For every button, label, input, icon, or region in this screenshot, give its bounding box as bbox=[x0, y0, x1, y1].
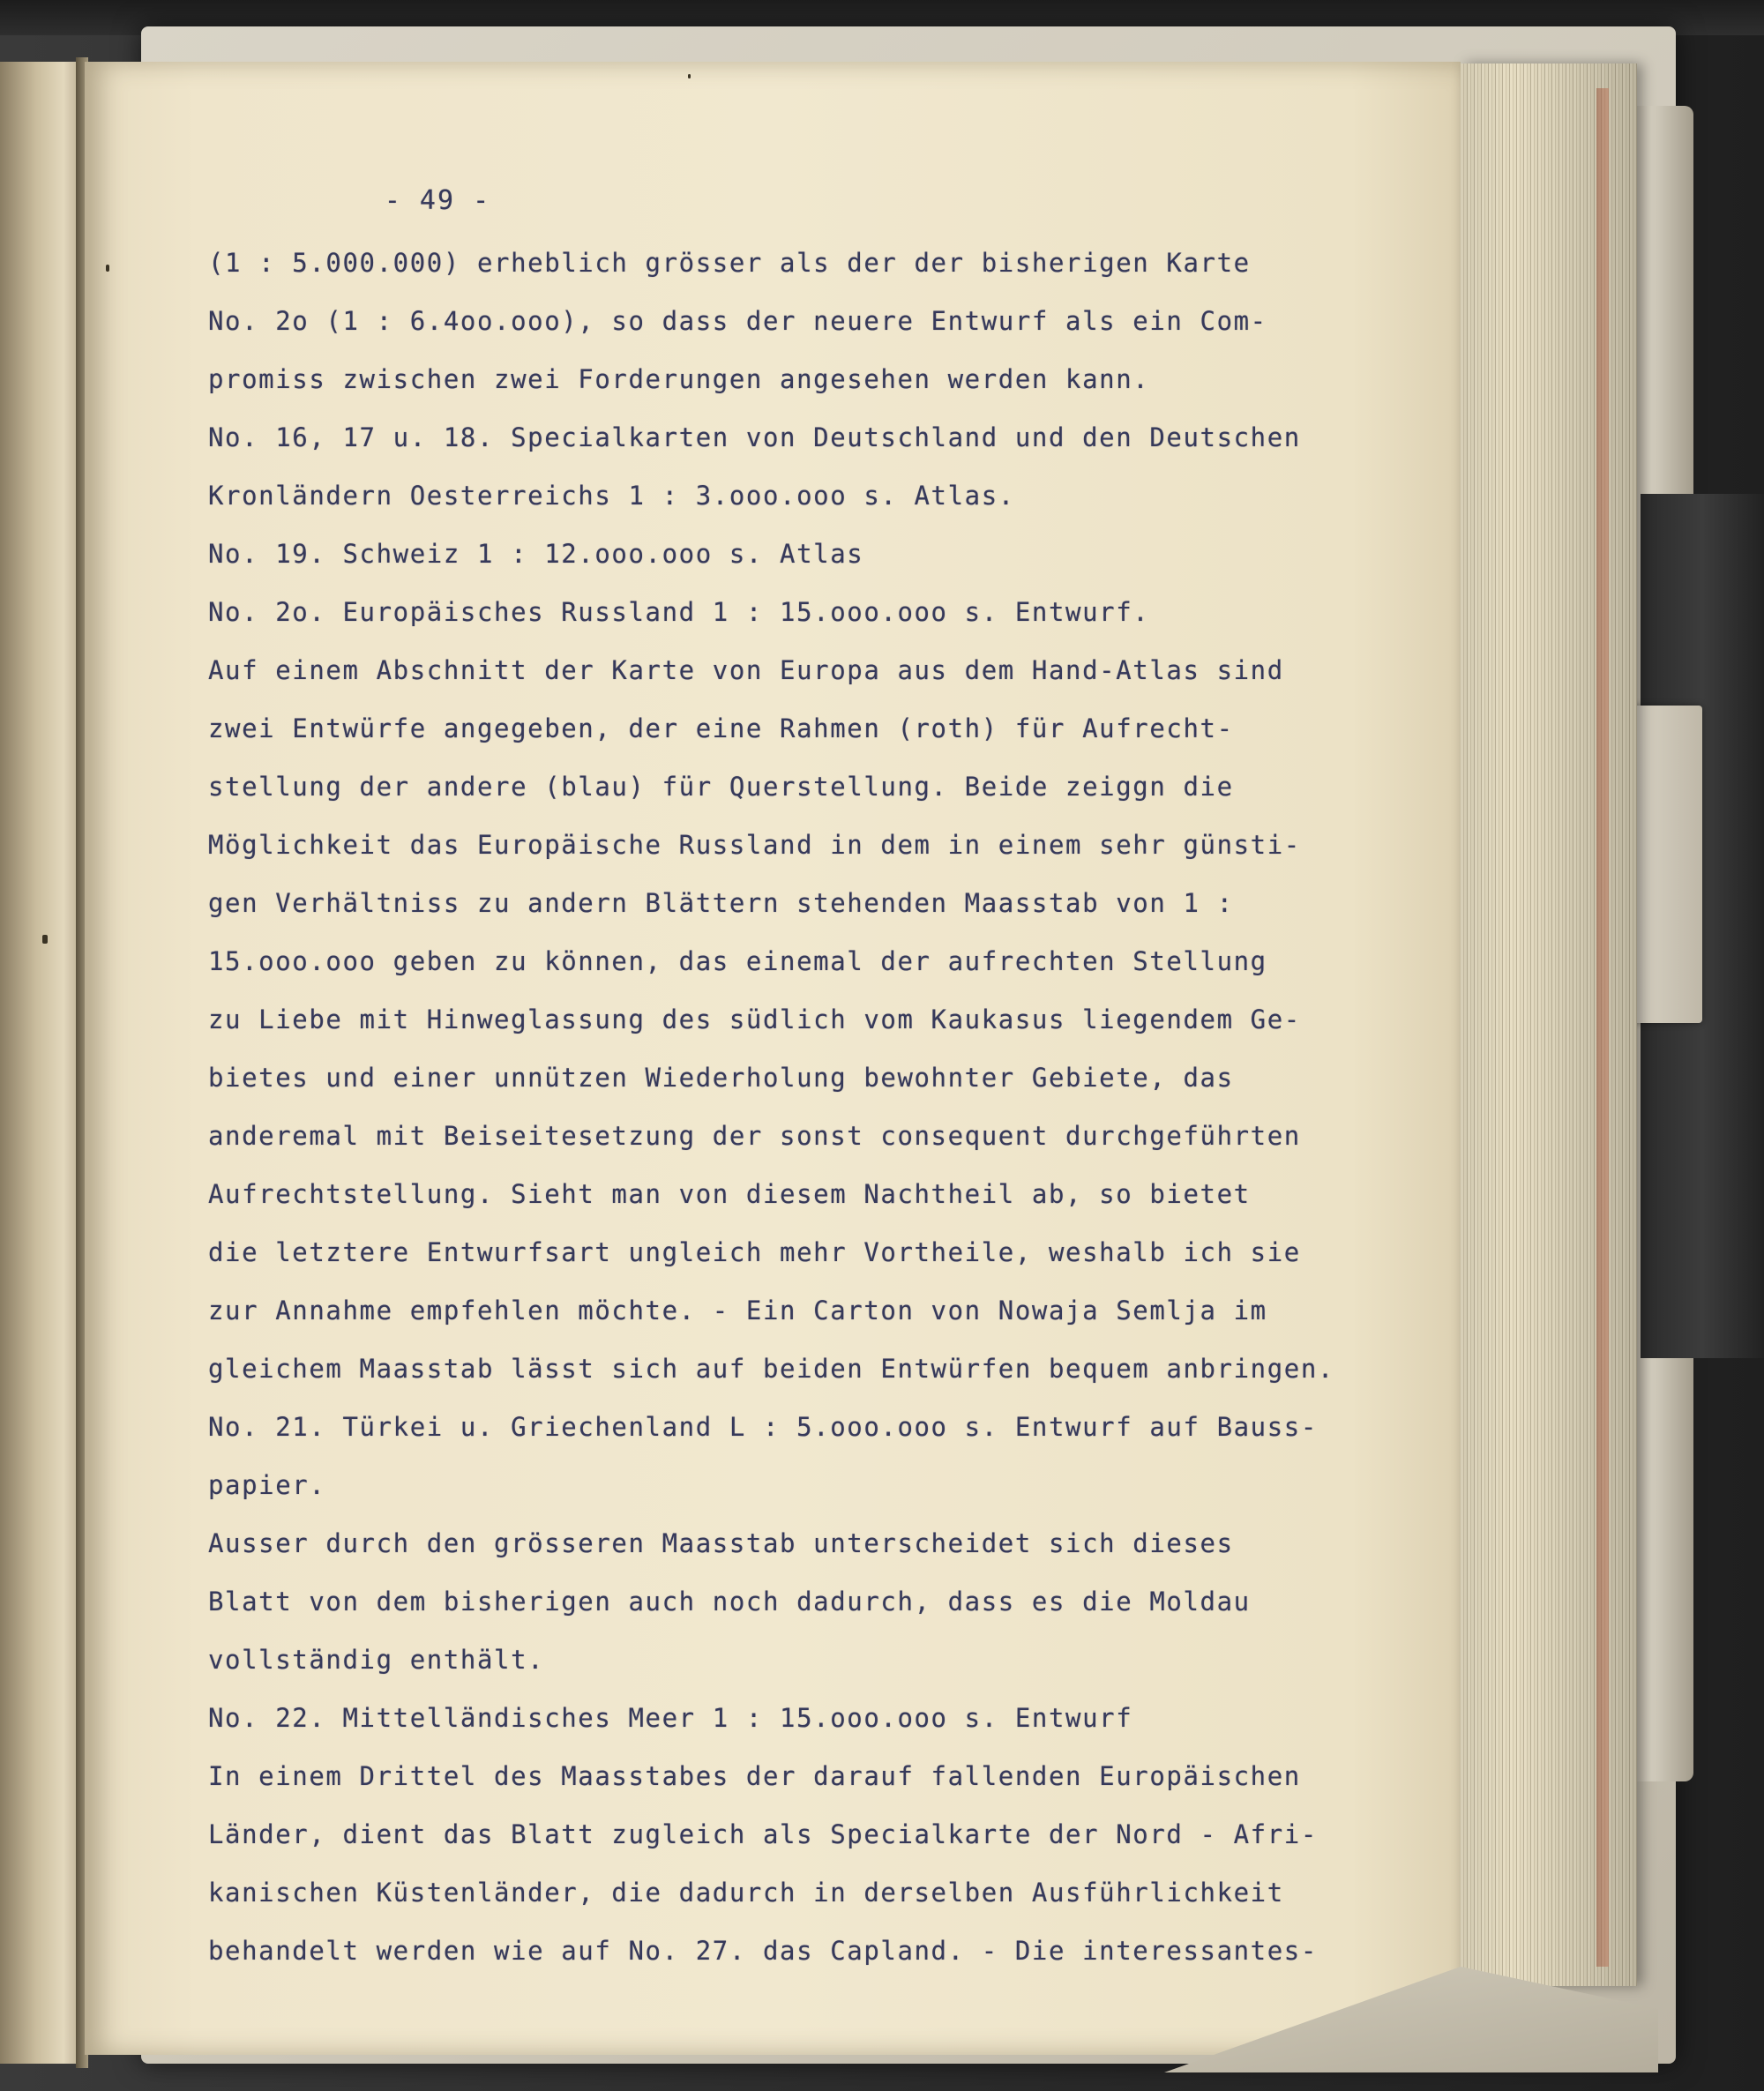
ink-speck bbox=[106, 265, 109, 272]
typed-text-body bbox=[208, 234, 1443, 1980]
ink-speck bbox=[42, 935, 48, 944]
text-line: Kronländern Oesterreichs 1 : 3.ooo.ooo s. Atlas. bbox=[208, 481, 1015, 511]
text-line: kanischen Küstenländer, die dadurch in derselben Ausführlichkeit bbox=[208, 1878, 1284, 1908]
text-line: Auf einem Abschnitt der Karte von Europa aus dem Hand-Atlas sind bbox=[208, 655, 1284, 685]
document-page bbox=[85, 62, 1461, 2055]
text-line: Aufrechtstellung. Sieht man von diesem Nachtheil ab, so bietet bbox=[208, 1179, 1251, 1209]
text-line: No. 2o (1 : 6.4oo.ooo), so dass der neuere Entwurf als ein Com- bbox=[208, 306, 1267, 336]
text-line: papier. bbox=[208, 1470, 326, 1500]
text-line: 15.ooo.ooo geben zu können, das einemal der aufrechten Stellung bbox=[208, 946, 1267, 976]
text-line: No. 19. Schweiz 1 : 12.ooo.ooo s. Atlas bbox=[208, 539, 864, 569]
page-stack-shadow bbox=[1461, 63, 1637, 1986]
left-page-edge bbox=[0, 62, 79, 2064]
text-line: In einem Drittel des Maasstabes der darauf fallenden Europäischen bbox=[208, 1761, 1301, 1791]
text-line: zu Liebe mit Hinweglassung des südlich vom Kaukasus liegendem Ge- bbox=[208, 1004, 1301, 1034]
text-line: stellung der andere (blau) für Querstellung. Beide zeiggn die bbox=[208, 772, 1234, 802]
text-line: zwei Entwürfe angegeben, der eine Rahmen (roth) für Aufrecht- bbox=[208, 713, 1234, 743]
text-line: No. 22. Mittelländisches Meer 1 : 15.ooo.ooo s. Entwurf bbox=[208, 1703, 1133, 1733]
text-line: behandelt werden wie auf No. 27. das Capland. - Die interessantes- bbox=[208, 1936, 1318, 1966]
text-line: Ausser durch den grösseren Maasstab unterscheidet sich dieses bbox=[208, 1528, 1234, 1558]
page-stack-tinted-edge bbox=[1596, 88, 1609, 1967]
text-line: No. 16, 17 u. 18. Specialkarten von Deutschland und den Deutschen bbox=[208, 422, 1301, 452]
text-line: Blatt von dem bisherigen auch noch dadurch, dass es die Moldau bbox=[208, 1587, 1251, 1617]
binder-clip bbox=[1632, 706, 1702, 1023]
text-line: Länder, dient das Blatt zugleich als Specialkarte der Nord - Afri- bbox=[208, 1819, 1318, 1849]
text-line: die letztere Entwurfsart ungleich mehr Vortheile, weshalb ich sie bbox=[208, 1237, 1301, 1267]
text-line: (1 : 5.000.000) erheblich grösser als der der bisherigen Karte bbox=[208, 248, 1251, 278]
text-line: No. 2o. Europäisches Russland 1 : 15.ooo.ooo s. Entwurf. bbox=[208, 597, 1150, 627]
text-line: bietes und einer unnützen Wiederholung bewohnter Gebiete, das bbox=[208, 1063, 1234, 1093]
text-line: gen Verhältniss zu andern Blättern stehenden Maasstab von 1 : bbox=[208, 888, 1234, 918]
text-line: Möglichkeit das Europäische Russland in dem in einem sehr günsti- bbox=[208, 830, 1301, 860]
ink-speck bbox=[688, 74, 691, 78]
page-number: - 49 - bbox=[384, 185, 491, 216]
text-line: vollständig enthält. bbox=[208, 1645, 545, 1675]
text-line: zur Annahme empfehlen möchte. - Ein Carton von Nowaja Semlja im bbox=[208, 1296, 1267, 1326]
text-line: anderemal mit Beiseitesetzung der sonst consequent durchgeführten bbox=[208, 1121, 1301, 1151]
text-line: promiss zwischen zwei Forderungen angesehen werden kann. bbox=[208, 364, 1150, 394]
text-line: No. 21. Türkei u. Griechenland L : 5.ooo.ooo s. Entwurf auf Bauss- bbox=[208, 1412, 1318, 1442]
text-line: gleichem Maasstab lässt sich auf beiden Entwürfen bequem anbringen. bbox=[208, 1354, 1334, 1384]
